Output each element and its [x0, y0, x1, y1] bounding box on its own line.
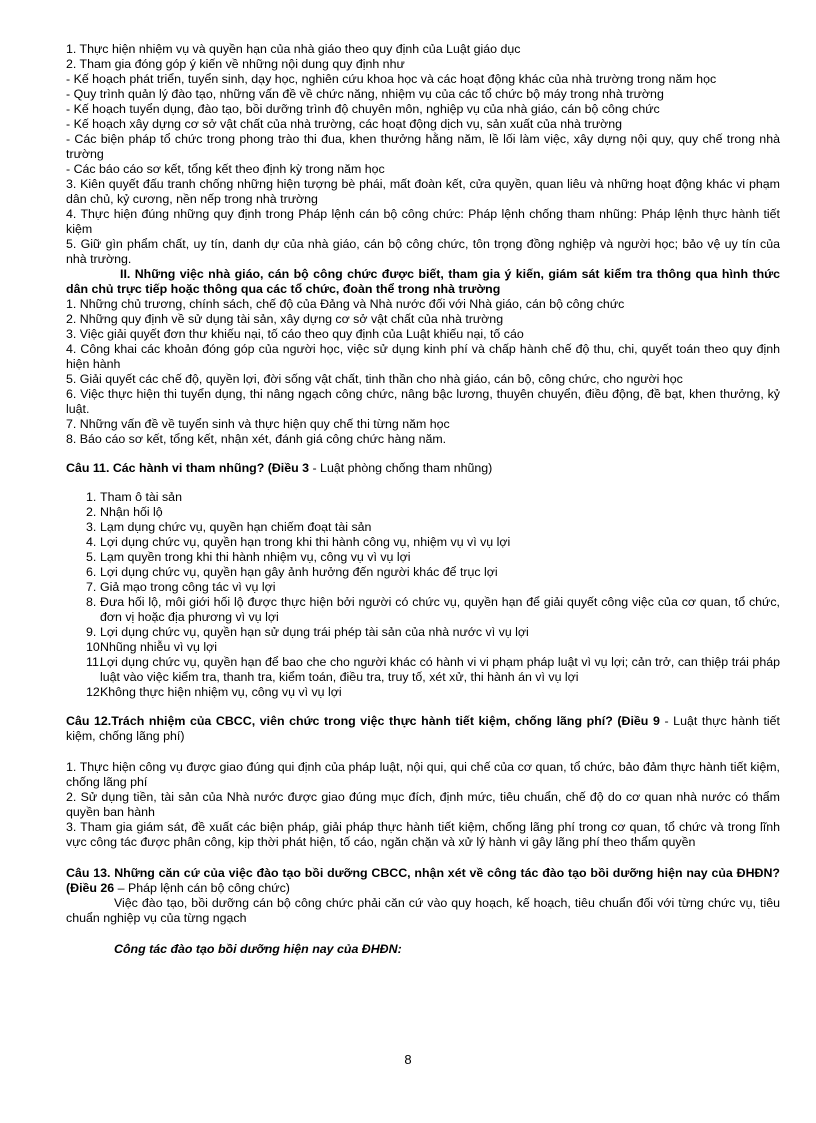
list-item-text: Lợi dụng chức vụ, quyền hạn gây ảnh hưởng đến người khác để trục lợi	[100, 565, 498, 579]
question-12-heading: Câu 12.Trách nhiệm của CBCC, viên chức trong việc thực hành tiết kiệm, chống lãng phí? (Điều 9 - Luật thực hành tiết kiệm, chống lãng phí)	[66, 714, 780, 743]
list-item	[66, 505, 780, 520]
section-a-line: 2. Tham gia đóng góp ý kiến về những nội dung quy định như	[66, 57, 405, 71]
question-12-paragraph: 2. Sử dụng tiền, tài sản của Nhà nước được giao đúng mục đích, định mức, tiêu chuẩn, chế độ do cơ quan nhà nước có thẩm quyền ban hành	[66, 790, 780, 819]
section-b-line: 2. Những quy định về sử dụng tài sản, xây dựng cơ sở vật chất của nhà trường	[66, 312, 504, 326]
list-item-number: 4.	[86, 535, 97, 549]
section-a-line: 4. Thực hiện đúng những quy định trong Pháp lệnh cán bộ công chức: Pháp lệnh chống tham nhũng: Pháp lệnh thực hành tiết kiệm	[66, 207, 780, 236]
section-b-line: 4. Công khai các khoản đóng góp của người học, việc sử dụng kinh phí và chấp hành chế độ thu, chi, quyết toán theo quy định hiện hành	[66, 342, 780, 371]
list-item	[66, 640, 780, 655]
list-item	[66, 625, 780, 640]
list-item-number: 7.	[86, 580, 97, 594]
list-item-number: 8.	[86, 595, 97, 609]
list-item	[66, 490, 780, 505]
section-a-line: - Kế hoạch tuyển dụng, đào tạo, bồi dưỡng trình độ chuyên môn, nghiệp vụ của nhà giáo, cán bộ công chức	[66, 102, 660, 116]
list-item	[66, 520, 780, 535]
section-b-heading: II. Những việc nhà giáo, cán bộ công chức được biết, tham gia ý kiến, giám sát kiểm tra thông qua hình thức dân chủ trực tiếp hoặc thông qua các tổ chức, đoàn thể trong nhà trường	[66, 267, 780, 296]
question-13-heading: Câu 13. Những căn cứ của việc đào tạo bồi dưỡng CBCC, nhận xét về công tác đào tạo bồi dưỡng hiện nay của ĐHĐN? (Điều 26 – Pháp lệnh cán bộ công chức)	[66, 866, 780, 895]
list-item-number: 11.	[86, 655, 103, 669]
list-item	[66, 595, 780, 625]
list-item-text: Lợi dụng chức vụ, quyền hạn để bao che cho người khác có hành vi vi phạm pháp luật vì vụ lợi; cản trở, can thiệp trái pháp luật vào việc kiểm tra, thanh tra, kiểm toán, điều tra, truy tố, xét xử, thi hành án vì vụ lợi	[100, 655, 780, 684]
list-item-number: 10.	[86, 640, 104, 654]
list-item	[66, 535, 780, 550]
list-item-number: 2.	[86, 505, 97, 519]
list-item-text: Lợi dụng chức vụ, quyền hạn trong khi thi hành công vụ, nhiệm vụ vì vụ lợi	[100, 535, 511, 549]
section-b-line: 6. Việc thực hiện thi tuyển dụng, thi nâng ngạch công chức, nâng bậc lương, thuyên chuyển, điều động, đề bạt, khen thưởng, kỷ luật.	[66, 387, 780, 416]
section-b-line: 8. Báo cáo sơ kết, tổng kết, nhận xét, đánh giá công chức hàng năm.	[66, 432, 447, 446]
section-b-line: 7. Những vấn đề về tuyển sinh và thực hiện quy chế thi từng năm học	[66, 417, 450, 431]
list-item	[66, 580, 780, 595]
question-12-paragraph: 1. Thực hiện công vụ được giao đúng qui định của pháp luật, nội qui, qui chế của cơ quan, tổ chức, bảo đảm thực hành tiết kiệm, chống lãng phí	[66, 760, 780, 789]
section-b-line: 1. Những chủ trương, chính sách, chế độ của Đảng và Nhà nước đối với Nhà giáo, cán bộ công chức	[66, 297, 625, 311]
question-12-paragraph: 3. Tham gia giám sát, đề xuất các biện pháp, giải pháp thực hành tiết kiệm, chống lãng phí trong cơ quan, tổ chức và trong lĩnh vực công tác được phân công, kịp thời phát hiện, tố cáo, ngăn chặn và xử lý hành vi gây lãng phí theo thẩm quyền	[66, 820, 780, 849]
section-a-line: - Kế hoạch xây dựng cơ sở vật chất của nhà trường, các hoạt động dịch vụ, sản xuất của nhà trường	[66, 117, 623, 131]
list-item	[66, 550, 780, 565]
section-a-line: - Các báo cáo sơ kết, tổng kết theo định kỳ trong năm học	[66, 162, 385, 176]
section-a	[66, 42, 780, 267]
list-item	[66, 685, 780, 700]
question-11-heading: Câu 11. Các hành vi tham nhũng? (Điều 3 - Luật phòng chống tham nhũng)	[66, 461, 493, 475]
list-item-text: Nhận hối lộ	[100, 505, 163, 519]
list-item-number: 9.	[86, 625, 97, 639]
list-item-text: Giả mạo trong công tác vì vụ lợi	[100, 580, 276, 594]
list-item-text: Nhũng nhiễu vì vụ lợi	[100, 640, 217, 654]
list-item-number: 5.	[86, 550, 97, 564]
section-a-line: - Các biện pháp tổ chức trong phong trào thi đua, khen thưởng hằng năm, lề lối làm việc, xây dựng nội quy, quy chế trong nhà trường	[66, 132, 780, 161]
list-item-number: 1.	[86, 490, 97, 504]
list-item-text: Lạm quyền trong khi thi hành nhiệm vụ, công vụ vì vụ lợi	[100, 550, 411, 564]
question-13-subheading: Công tác đào tạo bồi dưỡng hiện nay của ĐHĐN:	[114, 942, 402, 956]
list-item-text: Đưa hối lộ, môi giới hối lộ được thực hiện bởi người có chức vụ, quyền hạn để giải quyết công việc của cơ quan, tổ chức, đơn vị hoặc địa phương vì vụ lợi	[100, 595, 780, 624]
section-a-line: 5. Giữ gìn phẩm chất, uy tín, danh dự của nhà giáo, cán bộ công chức, tôn trọng đồng nghiệp và người học; bảo vệ uy tín của nhà trường.	[66, 237, 780, 266]
page-number: 8	[404, 1052, 412, 1067]
section-a-line: 3. Kiên quyết đấu tranh chống những hiện tượng bè phái, mất đoàn kết, cửa quyền, quan liêu và những hoạt động khác vi phạm dân chủ, kỷ cương, nền nếp trong nhà trường	[66, 177, 780, 206]
list-item-number: 3.	[86, 520, 97, 534]
section-b-line: 3. Việc giải quyết đơn thư khiếu nại, tố cáo theo quy định của Luật khiếu nại, tố cáo	[66, 327, 524, 341]
document-page	[66, 42, 780, 957]
list-item	[66, 565, 780, 580]
section-a-line: - Quy trình quản lý đào tạo, những vấn đề về chức năng, nhiệm vụ của các tổ chức bộ máy trong nhà trường	[66, 87, 664, 101]
list-item-text: Lạm dụng chức vụ, quyền hạn chiếm đoạt tài sản	[100, 520, 372, 534]
section-b	[66, 297, 780, 447]
question-13-paragraph: Việc đào tạo, bồi dưỡng cán bộ công chức phải căn cứ vào quy hoạch, kế hoạch, tiêu chuẩn đối với từng chức vụ, tiêu chuẩn nghiệp vụ của từng ngạch	[66, 896, 780, 925]
section-a-line: 1. Thực hiện nhiệm vụ và quyền hạn của nhà giáo theo quy định của Luật giáo dục	[66, 42, 521, 56]
section-b-line: 5. Giải quyết các chế độ, quyền lợi, đời sống vật chất, tinh thần cho nhà giáo, cán bộ, công chức, cho người học	[66, 372, 683, 386]
list-item-text: Lợi dụng chức vụ, quyền hạn sử dụng trái phép tài sản của nhà nước vì vụ lợi	[100, 625, 529, 639]
list-item-text: Không thực hiện nhiệm vụ, công vụ vì vụ lợi	[100, 685, 342, 699]
list-item-text: Tham ô tài sản	[100, 490, 182, 504]
question-11-list	[66, 490, 780, 700]
list-item	[66, 655, 780, 685]
question-12-body	[66, 760, 780, 850]
list-item-number: 6.	[86, 565, 97, 579]
list-item-number: 12.	[86, 685, 104, 699]
section-a-line: - Kế hoạch phát triển, tuyển sinh, dạy học, nghiên cứu khoa học và các hoạt động khác của nhà trường trong năm học	[66, 72, 717, 86]
